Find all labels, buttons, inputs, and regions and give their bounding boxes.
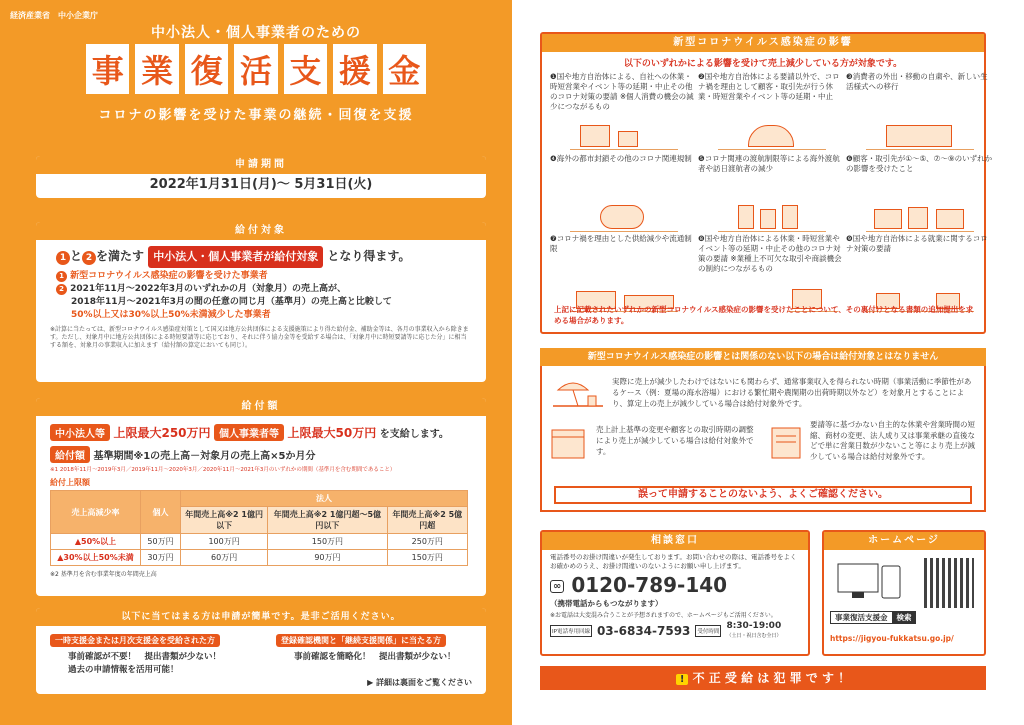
not-covered-3: 要請等に基づかない自主的な休業や営業時間の短縮、商材の変更、法人成り又は事業承継の直後などで単に営業日数が少ないこと等により売上が減少している場合は給付対象外です。 [810, 420, 975, 461]
warning-icon: ! [676, 674, 689, 685]
impact-title: 新型コロナウイルス感染症の影響 [542, 34, 984, 52]
simple-title: 以下に当てはまる方は申請が簡単です。是非ご活用ください。 [36, 608, 486, 626]
title-char: 事 [86, 44, 129, 94]
amount-table: 売上高減少率 個人 法人 年間売上高※2 1億円以下 年間売上高※2 1億円超〜5億円以下 年間売上高※2 5億円超 ▲50%以上 50万円 100万円 150万円 250万円 ▲30%以上50%未満 30万円 60万円 90万円 150万円 [50, 490, 468, 566]
hero-tagline: コロナの影響を受けた事業の継続・回復を支援 [98, 108, 414, 123]
title-char: 金 [383, 44, 426, 94]
device-icon [836, 560, 904, 606]
impact-item-1: ❶国や地方自治体による、自社への休業・時短営業やイベント等の延期・中止その他のコロナ対策の要請 ※個人消費の機会の減少につながるもの [550, 72, 698, 154]
title-char: 業 [135, 44, 178, 94]
impact-item-6: ❻顧客・取引先が①〜⑤、⑦〜⑨のいずれかの影響を受けたこと [846, 154, 994, 236]
impact-item-7: ❼コロナ禍を理由とした供給減少や流通制限 [550, 234, 698, 316]
not-covered-2: 売上計上基準の変更や顧客との取引時期の調整により売上が減少している場合は給付対象外です。 [596, 425, 754, 456]
impact-item-4: ❹海外の都市封鎖その他のコロナ関連規制 [550, 154, 698, 236]
hero-title [86, 44, 426, 94]
title-char: 活 [234, 44, 277, 94]
hero-header [0, 0, 512, 140]
homepage-card [822, 530, 986, 656]
period-dates: 2022年1月31日(月)〜 5月31日(火) [149, 177, 373, 192]
contact-title: 相談窓口 [542, 532, 808, 550]
free-dial[interactable]: ∞ 0120-789-140 [542, 574, 808, 598]
not-covered-card [540, 348, 986, 512]
search-box[interactable]: 事業復活支援金 検索 [830, 612, 916, 623]
warning-banner: 誤って申請することのないよう、よくご確認ください。 [554, 486, 972, 504]
condition-1: 1 新型コロナウイルス感染症の影響を受けた事業者 [56, 270, 472, 283]
impact-item-2: ❷国や地方自治体による要請以外で、コロナ禍を理由として顧客・取引先が行う休業・時短営業やイベント等の延期・中止 [698, 72, 846, 154]
homepage-title: ホームページ [824, 532, 984, 550]
more-link[interactable]: ▶ 詳細は裏面をご覧ください [367, 678, 472, 687]
not-covered-1: 実際に売上が減少したわけではないにも関わらず、通常事業収入を得られない時期（事業活動に季節性があるケース（例：夏場の海水浴場）における繁忙期や農閑期の出荷時期以外など）を対象月とすることにより、算定上の売上が減少している場合は給付対象外です。 [612, 377, 972, 408]
impact-item-5: ❺コロナ関連の渡航制限等による海外渡航者や訪日渡航者の減少 [698, 154, 846, 236]
qr-code-icon[interactable] [924, 558, 974, 608]
title-char: 援 [333, 44, 376, 94]
badge-1: 1 [56, 251, 70, 265]
target-card: 給付対象 1 と 2 を満たす 中小法人・個人事業者が給付対象 となり得ます。 1 新型コロナウイルス感染症の影響を受けた事業者 2 2021年11月〜2022年3月のいずれかの月（対象月）の売上高が、 2018年11月〜2021年3月の間の任意の同じ月（基準月）の売上高と比較して 50%以上又は30%以上50%未満減少した事業者 ※計算に当たっては、新型コロナウイルス感染症対策として国又は地方公共団体による支援施策により得た給付金、補助金等は、各月の事業収入から除きます。ただし、対象月中に地方公共団体による時短要請等に応じており、それに伴う協力金等を受給する場合は、「対象月中に時短要請等に応じた分」に相当する額を、対象月の事業収入に加えます（給付額の算定においても同じ）。 [36, 222, 486, 382]
not-covered-title: 新型コロナウイルス感染症の影響とは関係のない以下の場合は給付対象とはなりません [540, 348, 986, 366]
badge-2: 2 [82, 251, 96, 265]
homepage-url[interactable]: https://jigyou-fukkatsu.go.jp/ [830, 634, 954, 643]
fraud-banner: ! 不 正 受 給 は 犯 罪 で す ！ [540, 666, 986, 690]
impact-foot: 上記に記載されたいずれかの新型コロナウイルス感染症の影響を受けたことについて、その裏付けとなる書類の追加提出を求める場合があります。 [554, 305, 974, 325]
target-pill: 中小法人・個人事業者が給付対象 [148, 246, 323, 268]
ip-phone[interactable]: 03-6834-7593 [596, 624, 691, 638]
title-char: 支 [284, 44, 327, 94]
condition-2: 2 2021年11月〜2022年3月のいずれかの月（対象月）の売上高が、 [56, 283, 472, 296]
notice-icon [766, 426, 806, 460]
ministry-logos: 経済産業省 中小企業庁 [10, 11, 98, 20]
search-button[interactable]: 検索 [893, 611, 916, 624]
period-card [36, 156, 486, 198]
amount-card: 給付額 中小法人等 上限最大250万円 個人事業者等 上限最大50万円 を支給します。 給付額 基準期間※1の売上高－対象月の売上高×5か月分 ※1 2018年11月〜2019年3月／2019年11月〜2020年3月／2020年11月〜2021年3月のいずれかの期間（基準月を含む期間であること） 給付上限額 売上高減少率 個人 法人 年間売上高※2 1億円以下 年間売上高※2 1億円超〜5億円以下 年間売上高※2 5億円超 ▲50%以上 50万円 100万円 150万円 250万円 ▲30%以上50%未満 30万円 60万円 90万円 150万円 ※2 基準月を含む事業年度の年間売上高 [36, 398, 486, 596]
impact-item-3: ❸消費者の外出・移動の自粛や、新しい生活様式への移行 [846, 72, 994, 154]
target-title: 給付対象 [36, 222, 486, 240]
impact-card: 新型コロナウイルス感染症の影響 以下のいずれかによる影響を受けて売上減少している方が対象です。 ❶国や地方自治体による、自社への休業・時短営業やイベント等の延期・中止その他のコロナ対策の要請 ※個人消費の機会の減少につながるもの ❷国や地方自治体による要請以外で、コロナ禍を理由として顧客・取引先が行う休業・時短営業やイベント等の延期・中止 ❸消費者の外出・移動の自粛や、新しい生活様式への移行 ❹海外の都市封鎖その他のコロナ関連規制 ❺コロナ関連の渡航制限等による海外渡航者や訪日渡航者の減少 ❻顧客・取引先が①〜⑤、⑦〜⑨のいずれかの影響を受けたこと ❼コロナ禍を理由とした供給減少や流通制限 ❽国や地方自治体による休業・時短営業やイベント等の延期・中止その他のコロナ対策の要請 ※業種上不可欠な取引や商談機会の制約につながるもの ❾国や地方自治体による就業に関するコロナ対策の要請 上記に記載されたいずれかの新型コロナウイルス感染症の影響を受けたことについて、その裏付けとなる書類の追加提出を求める場合があります。 [540, 32, 986, 334]
period-title: 申請期間 [36, 156, 486, 174]
hero-subtitle: 中小法人・個人事業者のための [151, 25, 361, 41]
impact-item-9: ❾国や地方自治体による就業に関するコロナ対策の要請 [846, 234, 994, 316]
beach-icon [548, 376, 608, 412]
simple-card: 以下に当てはまる方は申請が簡単です。是非ご活用ください。 一時支援金または月次支援金を受給された方 事前確認が不要！ 提出書類が少ない！ 過去の申請情報を活用可能！ 登録確認機関と「継続支援関係」に当たる方 事前確認を簡略化！ 提出書類が少ない！ ▶ 詳細は裏面をご覧ください [36, 608, 486, 694]
title-char: 復 [185, 44, 228, 94]
amount-title: 給付額 [36, 398, 486, 416]
calendar-icon [548, 426, 588, 460]
target-note: ※計算に当たっては、新型コロナウイルス感染症対策として国又は地方公共団体による支援施策により得た給付金、補助金等は、各月の事業収入から除きます。ただし、対象月中に地方公共団体による時短要請等に応じており、それに伴う協力金等を受給する場合は、「対象月中に時短要請等に応じた分」に相当する額を、対象月の事業収入に加えます（給付額の算定においても同じ）。 [50, 326, 469, 349]
contact-card: 相談窓口 電話番号のお掛け間違いが発生しております。お問い合わせの際は、電話番号をよくお確かめのうえ、お掛け間違いのないようにお願い申し上げます。 ∞ 0120-789-140 （携帯電話からもつながります） ※お電話は大変混み合うことが予想されますので、ホームページもご活用ください。 IP電話専用回線 03-6834-7593 受付時間 8:30-19:00 （土日・祝日含む全日） [540, 530, 810, 656]
impact-item-8: ❽国や地方自治体による休業・時短営業やイベント等の延期・中止その他のコロナ対策の要請 ※業種上不可欠な取引や商談機会の制約につながるもの [698, 234, 846, 316]
